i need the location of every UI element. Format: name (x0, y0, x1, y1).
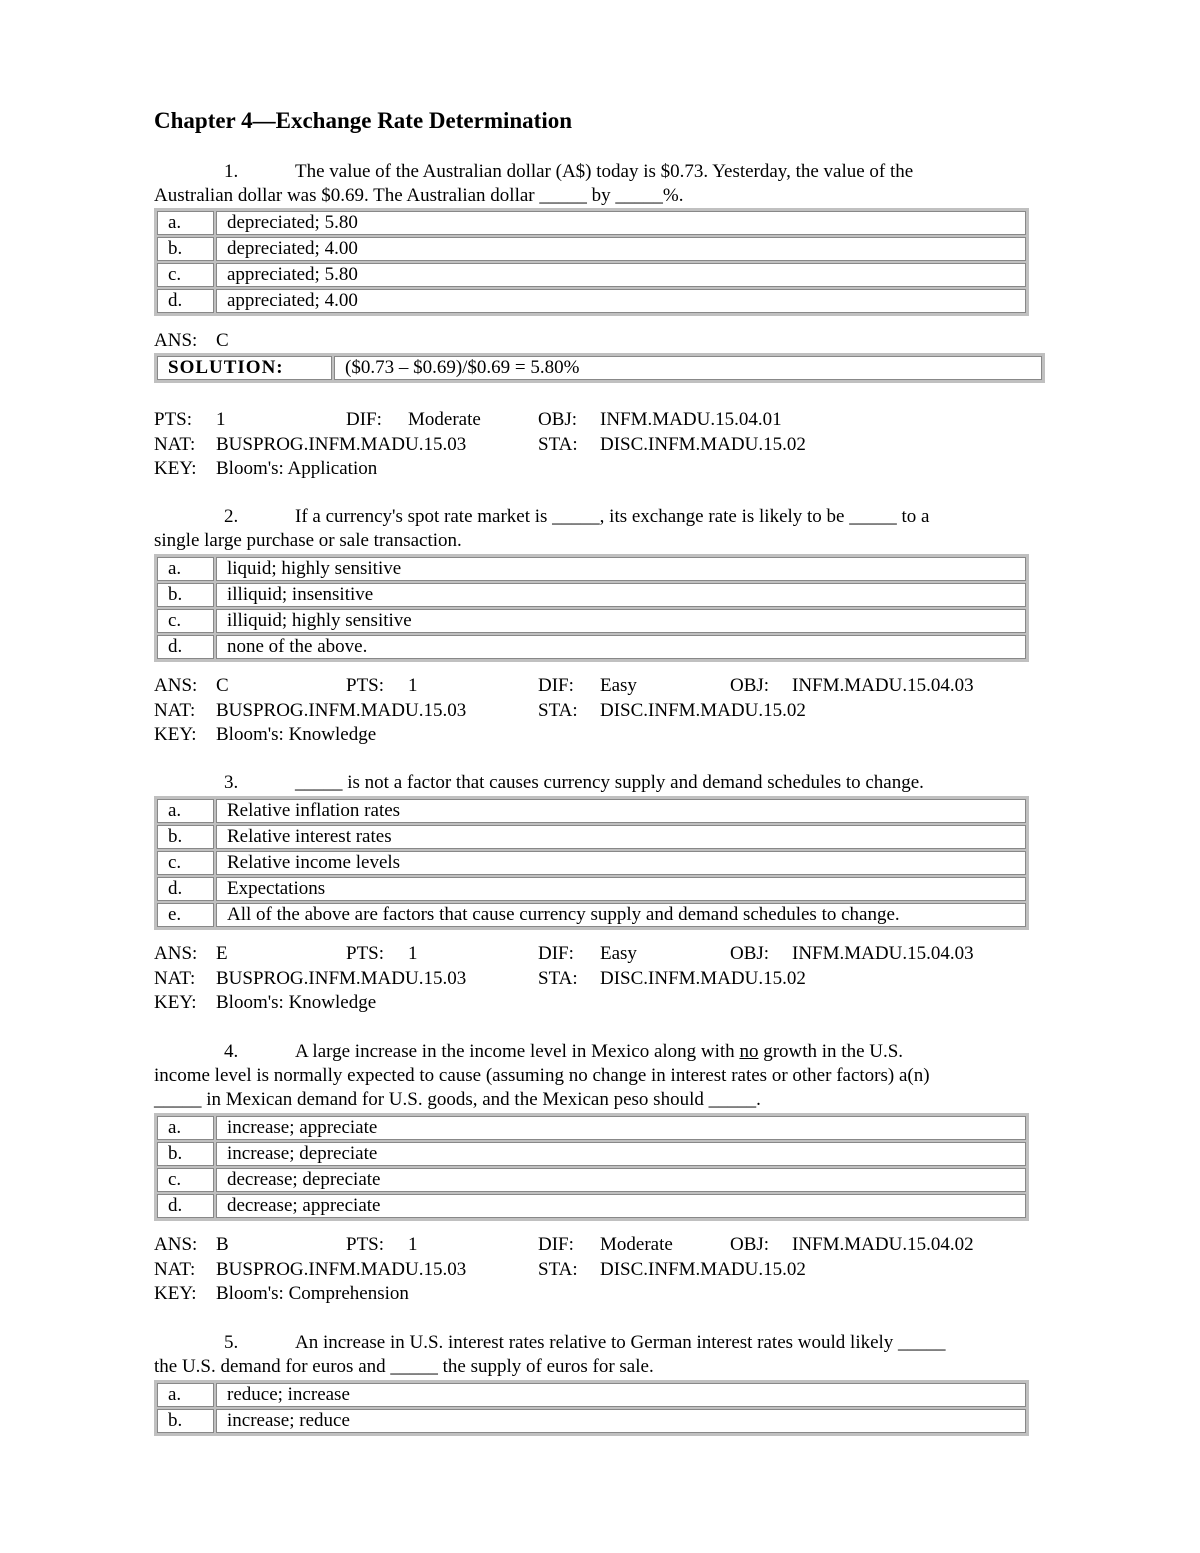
dif-value: Easy (600, 675, 637, 696)
question-number: 3. (224, 772, 239, 793)
option-row (157, 903, 1026, 927)
key-label: KEY: (154, 1283, 197, 1304)
option-letter: d. (157, 635, 214, 659)
key-value: Bloom's: Comprehension (216, 1283, 409, 1304)
obj-label: OBJ: (730, 943, 770, 964)
nat-label: NAT: (154, 1258, 196, 1280)
option-row (157, 237, 1026, 261)
ans-label: ANS: (154, 943, 198, 964)
stem-text: A large increase in the income level in Mexico along with (295, 1041, 740, 1062)
nat-value: BUSPROG.INFM.MADU.15.03 (216, 433, 467, 455)
pts-label: PTS: (154, 409, 193, 430)
nat-value: BUSPROG.INFM.MADU.15.03 (216, 1258, 467, 1280)
option-letter: a. (157, 799, 214, 823)
dif-label: DIF: (538, 943, 574, 964)
option-row (157, 263, 1026, 287)
option-row (157, 1168, 1026, 1192)
nat-value: BUSPROG.INFM.MADU.15.03 (216, 699, 467, 721)
sta-label: STA: (538, 699, 578, 721)
option-letter: c. (157, 263, 214, 287)
stem-text: An increase in U.S. interest rates relative to German interest rates would likely _____ (295, 1332, 946, 1353)
option-text: decrease; depreciate (216, 1168, 1026, 1192)
option-row (157, 851, 1026, 875)
pts-label: PTS: (346, 675, 385, 696)
option-letter: a. (157, 557, 214, 581)
sta-label: STA: (538, 1258, 578, 1280)
option-letter: d. (157, 289, 214, 313)
question-number: 2. (224, 506, 239, 527)
dif-label: DIF: (538, 675, 574, 696)
chapter-title: Chapter 4—Exchange Rate Determination (154, 108, 572, 133)
option-row (157, 1194, 1026, 1218)
question-4-stem (154, 1040, 1054, 1112)
dif-label: DIF: (538, 1234, 574, 1255)
option-text: appreciated; 5.80 (216, 263, 1026, 287)
pts-label: PTS: (346, 1234, 385, 1255)
option-row (157, 825, 1026, 849)
option-text: Relative interest rates (216, 825, 1026, 849)
question-number: 5. (224, 1332, 239, 1353)
option-letter: d. (157, 1194, 214, 1218)
pts-label: PTS: (346, 943, 385, 964)
sta-value: DISC.INFM.MADU.15.02 (600, 1258, 806, 1280)
ans-value: B (216, 1234, 229, 1255)
stem-text: single large purchase or sale transaction. (154, 530, 462, 551)
question-number: 4. (224, 1041, 239, 1062)
ans-value: C (216, 675, 229, 696)
option-text: depreciated; 4.00 (216, 237, 1026, 261)
option-text: illiquid; insensitive (216, 583, 1026, 607)
option-row (157, 583, 1026, 607)
option-text: illiquid; highly sensitive (216, 609, 1026, 633)
option-letter: c. (157, 851, 214, 875)
solution-text: ($0.73 – $0.69)/$0.69 = 5.80% (334, 356, 1042, 380)
ans-value: C (216, 330, 229, 351)
option-letter: d. (157, 877, 214, 901)
option-row (157, 1409, 1026, 1433)
option-letter: b. (157, 237, 214, 261)
option-row (157, 557, 1026, 581)
stem-text: _____ is not a factor that causes currency supply and demand schedules to change. (295, 772, 924, 793)
option-row (157, 635, 1026, 659)
sta-value: DISC.INFM.MADU.15.02 (600, 699, 806, 721)
dif-value: Moderate (408, 409, 481, 430)
ans-label: ANS: (154, 1234, 198, 1255)
option-letter: a. (157, 1116, 214, 1140)
ans-label: ANS: (154, 330, 198, 351)
option-letter: b. (157, 1142, 214, 1166)
question-5-stem (154, 1331, 1024, 1379)
stem-text: The value of the Australian dollar (A$) today is $0.73. Yesterday, the value of the (295, 161, 914, 182)
option-row (157, 211, 1026, 235)
stem-text: _____ in Mexican demand for U.S. goods, and the Mexican peso should _____. (154, 1089, 761, 1110)
pts-value: 1 (408, 1234, 418, 1255)
option-text: depreciated; 5.80 (216, 211, 1026, 235)
key-value: Bloom's: Knowledge (216, 992, 377, 1013)
question-1-solution (154, 353, 1045, 383)
option-text: increase; appreciate (216, 1116, 1026, 1140)
option-text: Expectations (216, 877, 1026, 901)
stem-underlined-word: no (739, 1041, 759, 1062)
stem-text: income level is normally expected to cause (assuming no change in interest rates or other factors) a(n) (154, 1065, 930, 1086)
dif-value: Moderate (600, 1234, 673, 1255)
key-value: Bloom's: Knowledge (216, 724, 377, 745)
option-row (157, 289, 1026, 313)
nat-label: NAT: (154, 699, 196, 721)
option-row (157, 1142, 1026, 1166)
option-text: Relative inflation rates (216, 799, 1026, 823)
nat-value: BUSPROG.INFM.MADU.15.03 (216, 967, 467, 989)
obj-value: INFM.MADU.15.04.01 (600, 409, 782, 430)
sta-label: STA: (538, 433, 578, 455)
question-4-options (154, 1113, 1029, 1221)
key-label: KEY: (154, 992, 197, 1013)
option-letter: c. (157, 1168, 214, 1192)
option-row (157, 1383, 1026, 1407)
option-row (157, 877, 1026, 901)
stem-text: the U.S. demand for euros and _____ the supply of euros for sale. (154, 1356, 654, 1377)
obj-label: OBJ: (538, 409, 578, 430)
key-value: Bloom's: Application (216, 458, 378, 479)
question-2-options (154, 554, 1029, 662)
pts-value: 1 (408, 943, 418, 964)
option-row (157, 799, 1026, 823)
option-letter: b. (157, 1409, 214, 1433)
sta-label: STA: (538, 967, 578, 989)
option-letter: a. (157, 211, 214, 235)
option-text: none of the above. (216, 635, 1026, 659)
nat-label: NAT: (154, 967, 196, 989)
obj-value: INFM.MADU.15.04.03 (792, 675, 974, 696)
stem-text: If a currency's spot rate market is _____, its exchange rate is likely to be _____ to a (295, 506, 930, 527)
pts-value: 1 (408, 675, 418, 696)
option-text: decrease; appreciate (216, 1194, 1026, 1218)
nat-label: NAT: (154, 433, 196, 455)
solution-label: SOLUTION: (157, 356, 332, 380)
dif-label: DIF: (346, 409, 382, 430)
question-5-options (154, 1380, 1029, 1436)
obj-value: INFM.MADU.15.04.03 (792, 943, 974, 964)
obj-value: INFM.MADU.15.04.02 (792, 1234, 974, 1255)
stem-text: growth in the U.S. (758, 1041, 904, 1062)
ans-label: ANS: (154, 675, 198, 696)
option-row (157, 609, 1026, 633)
dif-value: Easy (600, 943, 637, 964)
option-text: Relative income levels (216, 851, 1026, 875)
option-letter: b. (157, 825, 214, 849)
option-text: All of the above are factors that cause currency supply and demand schedules to change. (216, 903, 1026, 927)
option-letter: b. (157, 583, 214, 607)
question-number: 1. (224, 161, 239, 182)
obj-label: OBJ: (730, 1234, 770, 1255)
option-text: appreciated; 4.00 (216, 289, 1026, 313)
option-text: increase; depreciate (216, 1142, 1026, 1166)
key-label: KEY: (154, 458, 197, 479)
option-letter: a. (157, 1383, 214, 1407)
question-3-stem (154, 771, 1024, 795)
question-3-options (154, 796, 1029, 930)
key-label: KEY: (154, 724, 197, 745)
ans-value: E (216, 943, 228, 964)
option-row (157, 1116, 1026, 1140)
option-text: liquid; highly sensitive (216, 557, 1026, 581)
stem-text: Australian dollar was $0.69. The Australian dollar _____ by _____%. (154, 185, 684, 206)
question-1-stem (154, 160, 1024, 208)
pts-value: 1 (216, 409, 226, 430)
question-1-options (154, 208, 1029, 316)
option-letter: e. (157, 903, 214, 927)
obj-label: OBJ: (730, 675, 770, 696)
option-text: reduce; increase (216, 1383, 1026, 1407)
option-text: increase; reduce (216, 1409, 1026, 1433)
question-2-stem (154, 505, 1024, 553)
sta-value: DISC.INFM.MADU.15.02 (600, 433, 806, 455)
option-letter: c. (157, 609, 214, 633)
sta-value: DISC.INFM.MADU.15.02 (600, 967, 806, 989)
